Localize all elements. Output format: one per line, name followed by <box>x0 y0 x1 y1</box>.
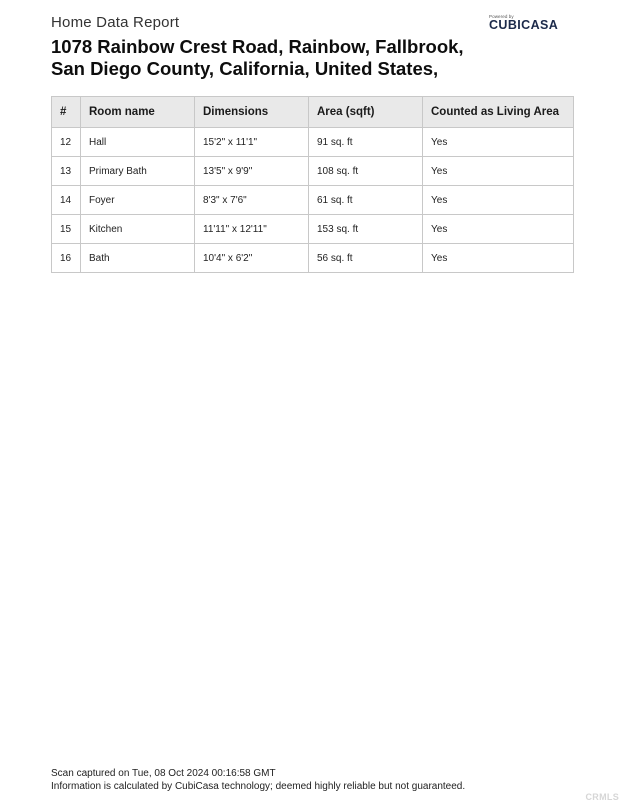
logo-brand: CUBICASA <box>489 18 559 32</box>
cell-area: 61 sq. ft <box>309 186 423 215</box>
cubicasa-logo <box>489 14 563 32</box>
cell-room-name: Primary Bath <box>81 157 195 186</box>
report-label: Home Data Report <box>51 14 180 31</box>
cell-room-name: Foyer <box>81 186 195 215</box>
cell-dimensions: 8'3" x 7'6" <box>195 186 309 215</box>
table-row <box>52 128 574 157</box>
cell-area: 108 sq. ft <box>309 157 423 186</box>
cell-num: 14 <box>52 186 81 215</box>
cell-dimensions: 11'11" x 12'11" <box>195 215 309 244</box>
cell-room-name: Bath <box>81 244 195 273</box>
header-room-name: Room name <box>81 97 195 128</box>
cell-room-name: Kitchen <box>81 215 195 244</box>
cell-area: 91 sq. ft <box>309 128 423 157</box>
header-area: Area (sqft) <box>309 97 423 128</box>
table-row <box>52 186 574 215</box>
logo-powered-by: Powered by <box>489 14 514 19</box>
rooms-table <box>51 96 574 273</box>
header-dimensions: Dimensions <box>195 97 309 128</box>
crmls-watermark: CRMLS <box>585 792 619 802</box>
table-header-row <box>52 97 574 128</box>
cell-num: 13 <box>52 157 81 186</box>
cell-area: 56 sq. ft <box>309 244 423 273</box>
address-line-1: 1078 Rainbow Crest Road, Rainbow, Fallbrook, <box>51 36 464 57</box>
cell-living-area: Yes <box>423 215 574 244</box>
cell-dimensions: 15'2" x 11'1" <box>195 128 309 157</box>
cell-living-area: Yes <box>423 186 574 215</box>
disclaimer-text: Information is calculated by CubiCasa technology; deemed highly reliable but not guaranteed. <box>51 781 466 792</box>
table-row <box>52 244 574 273</box>
report-footer <box>51 767 465 793</box>
cell-num: 12 <box>52 128 81 157</box>
address-line-2: San Diego County, California, United States, <box>51 58 439 79</box>
cell-living-area: Yes <box>423 128 574 157</box>
cell-dimensions: 10'4" x 6'2" <box>195 244 309 273</box>
cell-area: 153 sq. ft <box>309 215 423 244</box>
cell-room-name: Hall <box>81 128 195 157</box>
cell-dimensions: 13'5" x 9'9" <box>195 157 309 186</box>
cell-living-area: Yes <box>423 244 574 273</box>
header-num: # <box>52 97 81 128</box>
table-row <box>52 157 574 186</box>
cell-living-area: Yes <box>423 157 574 186</box>
table-row <box>52 215 574 244</box>
cell-num: 15 <box>52 215 81 244</box>
scan-captured-text: Scan captured on Tue, 08 Oct 2024 00:16:58 GMT <box>51 768 276 779</box>
cell-num: 16 <box>52 244 81 273</box>
property-address <box>51 36 464 80</box>
header-living-area: Counted as Living Area <box>423 97 574 128</box>
